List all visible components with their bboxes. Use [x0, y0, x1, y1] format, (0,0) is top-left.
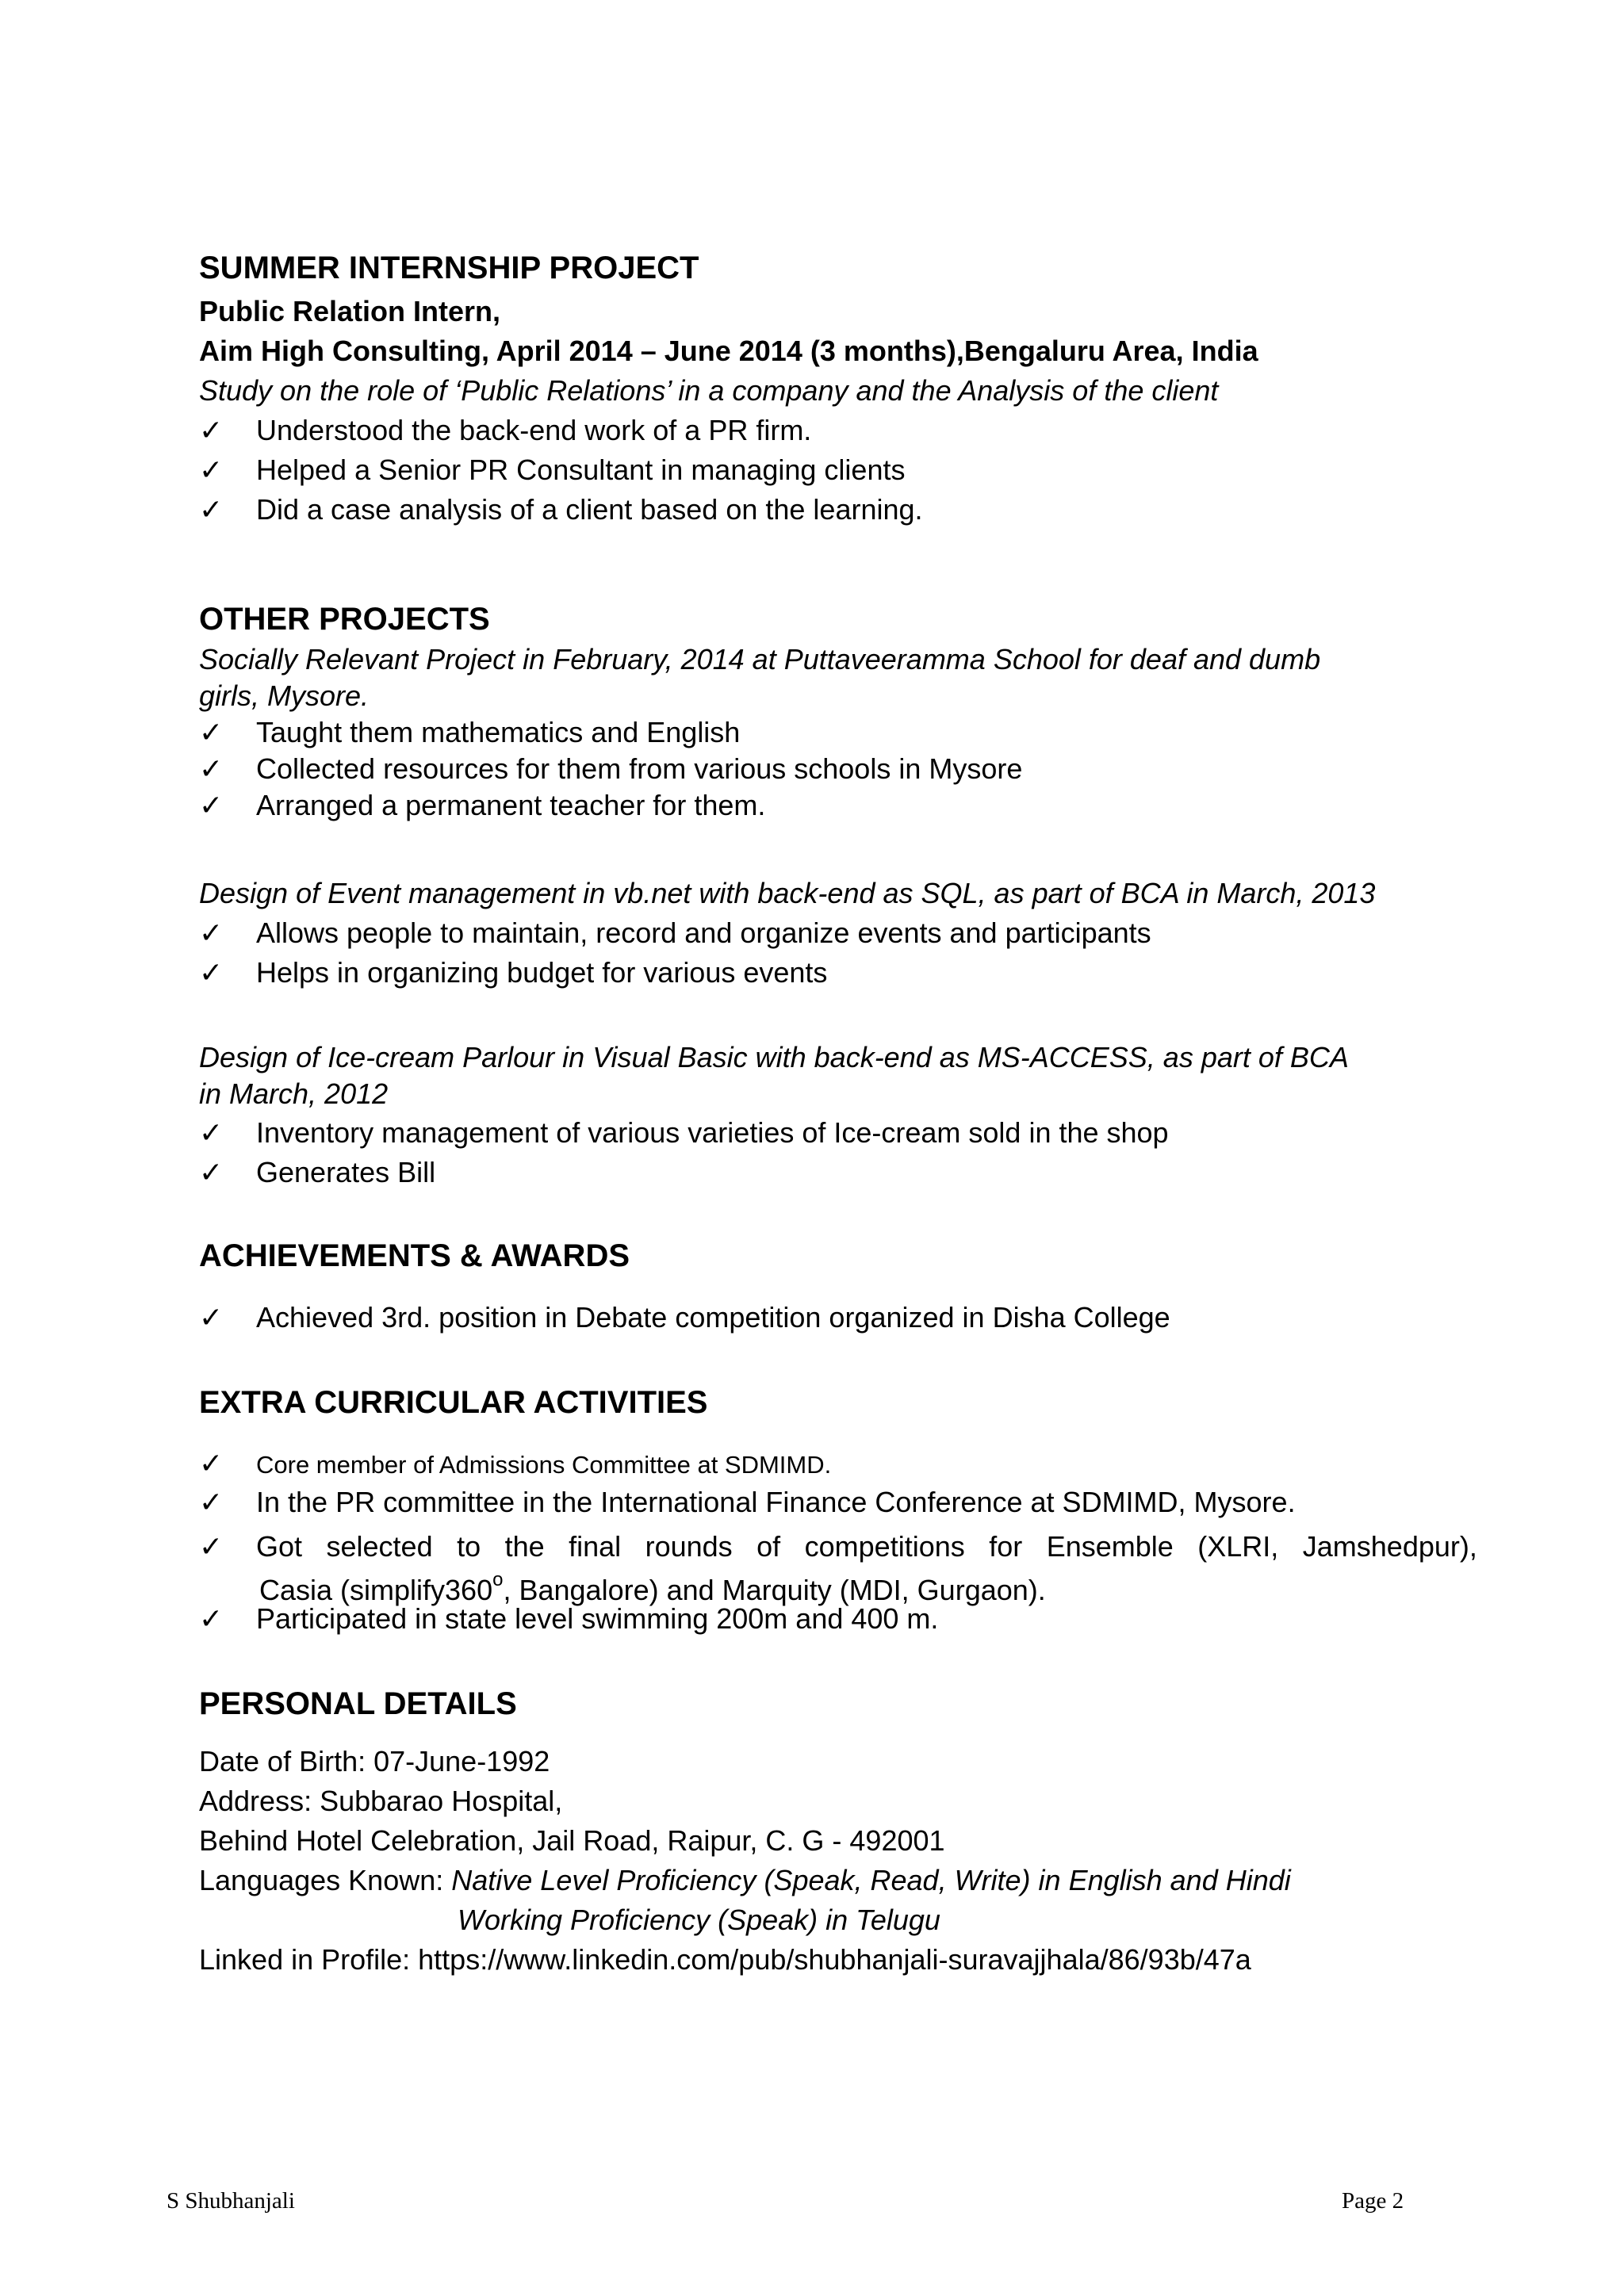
check-mark-icon: ✓: [199, 454, 224, 487]
check-mark-icon: ✓: [199, 717, 224, 749]
check-mark-icon: ✓: [199, 957, 224, 989]
list-item: ✓ Collected resources for them from various schools in Mysore: [199, 752, 1023, 786]
list-item: ✓ Participated in state level swimming 200m and 400 m.: [199, 1602, 939, 1636]
list-item: [199, 1529, 1477, 1608]
dob: Date of Birth: 07-June-1992: [199, 1745, 550, 1777]
check-mark-icon: ✓: [199, 753, 224, 786]
footer-name: S Shubhanjali: [167, 2188, 295, 2214]
list-item: ✓ Helped a Senior PR Consultant in managing clients: [199, 453, 906, 487]
internship-role: Public Relation Intern,: [199, 295, 501, 327]
check-mark-icon: ✓: [199, 494, 224, 526]
linkedin-profile: Linked in Profile: https://www.linkedin.com/pub/shubhanjali-suravajjhala/86/93b/47a: [199, 1943, 1251, 1976]
list-item: ✓ Inventory management of various varieties of Ice-cream sold in the shop: [199, 1116, 1169, 1150]
list-item: ✓ Helps in organizing budget for various events: [199, 956, 828, 989]
check-mark-icon: ✓: [199, 415, 224, 447]
languages-line1: Languages Known: Native Level Proficiency (Speak, Read, Write) in English and Hindi: [199, 1864, 1291, 1896]
internship-heading: SUMMER INTERNSHIP PROJECT: [199, 251, 699, 285]
internship-study: Study on the role of ‘Public Relations’ in a company and the Analysis of the client: [199, 374, 1219, 407]
check-mark-icon: ✓: [199, 1603, 224, 1636]
address-line2: Behind Hotel Celebration, Jail Road, Raipur, C. G - 492001: [199, 1824, 945, 1857]
list-item: ✓ Understood the back-end work of a PR firm.: [199, 414, 812, 447]
list-item: ✓ Taught them mathematics and English: [199, 716, 741, 749]
personal-details-heading: PERSONAL DETAILS: [199, 1686, 517, 1721]
project1-title-line2: girls, Mysore.: [199, 679, 370, 712]
languages-line2: Working Proficiency (Speak) in Telugu: [458, 1904, 940, 1936]
extra-b3-line1: Got selected to the final rounds of competitions for Ensemble (XLRI, Jamshedpur),: [256, 1530, 1477, 1563]
project2-title: Design of Event management in vb.net with back-end as SQL, as part of BCA in March, 2013: [199, 877, 1376, 909]
check-mark-icon: ✓: [199, 1487, 224, 1519]
list-item: ✓ Did a case analysis of a client based on the learning.: [199, 493, 923, 526]
check-mark-icon: ✓: [199, 1157, 224, 1189]
project3-title-line1: Design of Ice-cream Parlour in Visual Basic with back-end as MS-ACCESS, as part of BCA: [199, 1041, 1349, 1073]
list-item: ✓ Achieved 3rd. position in Debate competition organized in Disha College: [199, 1301, 1170, 1334]
extra-curricular-heading: EXTRA CURRICULAR ACTIVITIES: [199, 1385, 708, 1420]
list-item: ✓ In the PR committee in the International Finance Conference at SDMIMD, Mysore.: [199, 1486, 1296, 1519]
extra-b3-line2: Casia (simplify360$^o$, Bangalore) and Marquity (MDI, Gurgaon).: [259, 1569, 1046, 1606]
check-mark-icon: ✓: [199, 1117, 224, 1150]
list-item: ✓ Generates Bill: [199, 1156, 436, 1189]
list-item: ✓ Allows people to maintain, record and organize events and participants: [199, 916, 1151, 950]
list-item: ✓ Arranged a permanent teacher for them.: [199, 789, 766, 822]
other-projects-heading: OTHER PROJECTS: [199, 602, 490, 637]
project3-title-line2: in March, 2012: [199, 1077, 389, 1110]
footer-page-number: Page 2: [1342, 2188, 1404, 2214]
internship-company: Aim High Consulting, April 2014 – June 2014 (3 months),Bengaluru Area, India: [199, 335, 1258, 367]
check-mark-icon: ✓: [199, 1302, 224, 1334]
check-mark-icon: ✓: [199, 790, 224, 822]
list-item: ✓ Core member of Admissions Committee at SDMIMD.: [199, 1448, 832, 1480]
check-mark-icon: ✓: [199, 917, 224, 950]
project1-title-line1: Socially Relevant Project in February, 2014 at Puttaveeramma School for deaf and dumb: [199, 643, 1321, 675]
check-mark-icon: ✓: [199, 1531, 224, 1563]
check-mark-icon: ✓: [199, 1448, 224, 1480]
address-line1: Address: Subbarao Hospital,: [199, 1785, 563, 1817]
achievements-heading: ACHIEVEMENTS & AWARDS: [199, 1238, 630, 1273]
